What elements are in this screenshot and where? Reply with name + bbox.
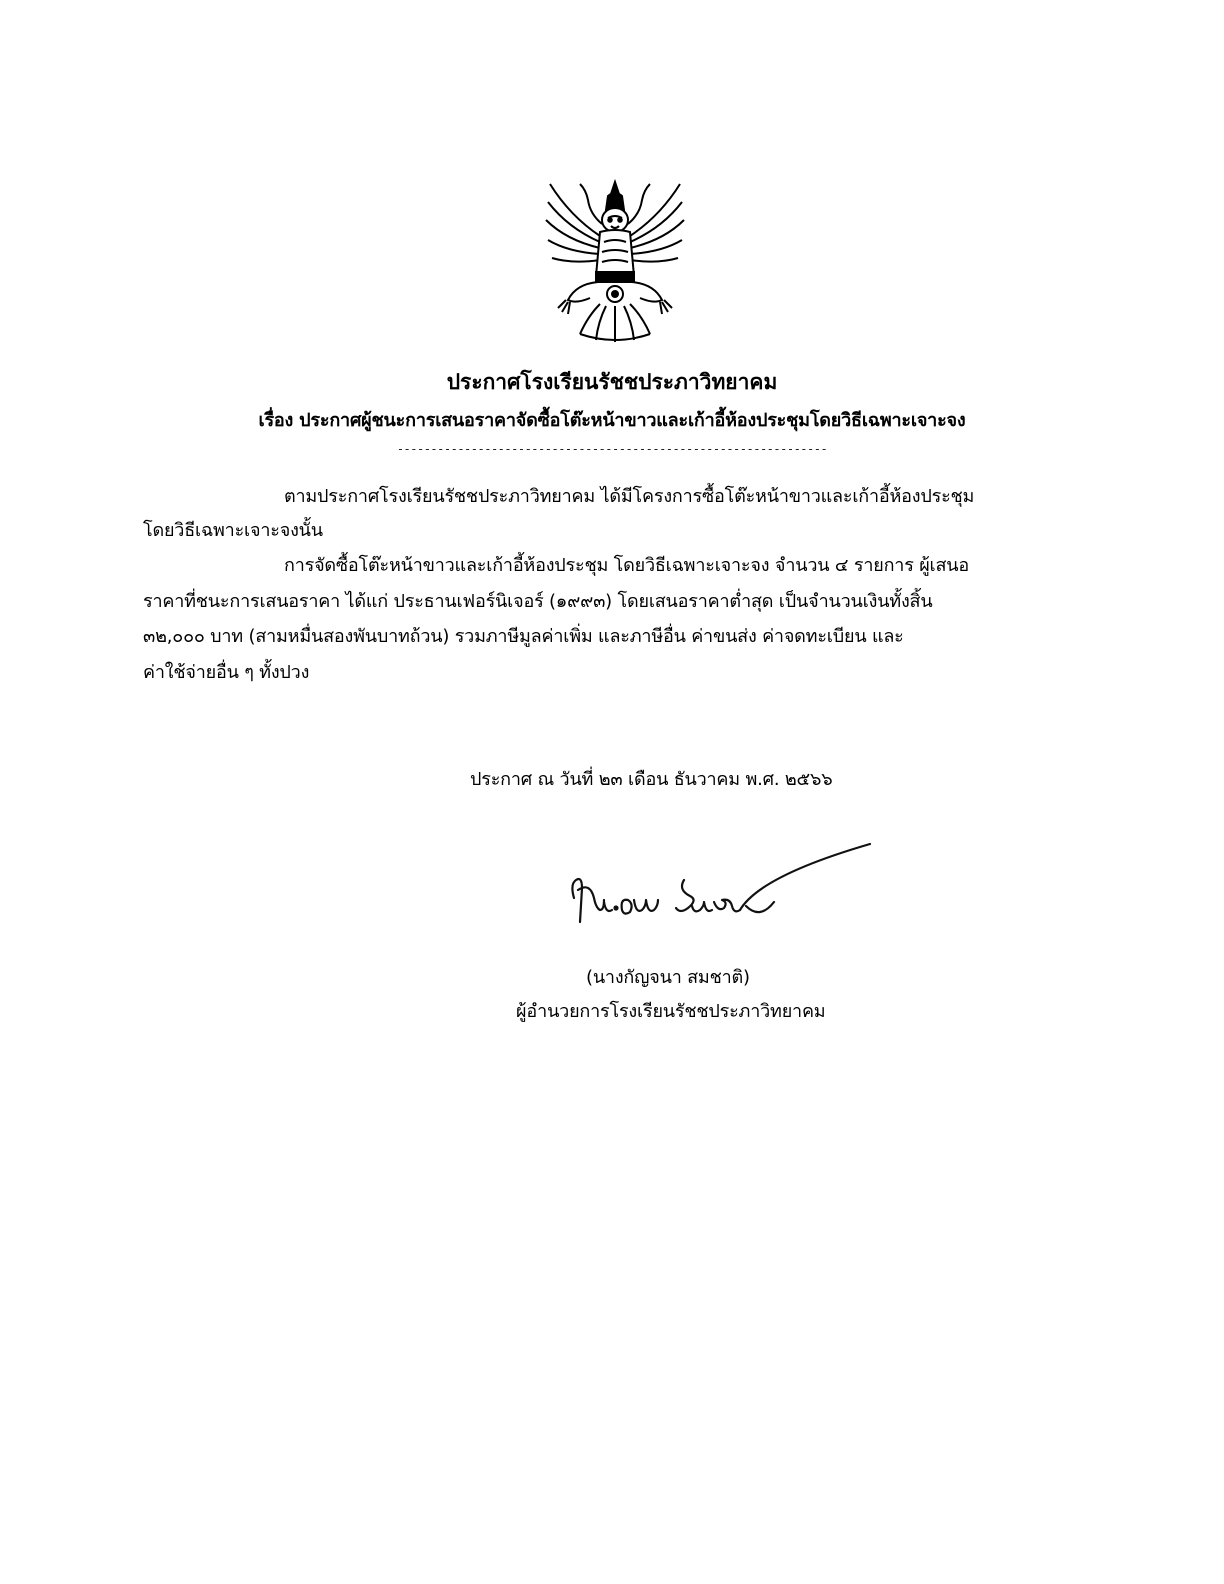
paragraph-2-line-3: ๓๒,๐๐๐ บาท (สามหมื่นสองพันบาทถ้วน) รวมภาษีมูลค่าเพิ่ม และภาษีอื่น ค่าขนส่ง ค่าจดทะเบียน และ — [143, 626, 904, 647]
garuda-emblem-icon — [540, 176, 690, 346]
paragraph-2-line-4: ค่าใช้จ่ายอื่น ๆ ทั้งปวง — [143, 662, 310, 683]
paragraph-2-line-1: การจัดซื้อโต๊ะหน้าขาวและเก้าอี้ห้องประชุม โดยวิธีเฉพาะเจาะจง จำนวน ๔ รายการ ผู้เสนอ — [284, 555, 969, 576]
separator-rule: ---------------------------------------------------------------- — [396, 442, 828, 456]
paragraph-1-line-1: ตามประกาศโรงเรียนรัชชประภาวิทยาคม ได้มีโครงการซื้อโต๊ะหน้าขาวและเก้าอี้ห้องประชุม — [284, 486, 975, 507]
announcement-date: ประกาศ ณ วันที่ ๒๓ เดือน ธันวาคม พ.ศ. ๒๕๖๖ — [470, 769, 833, 790]
announcement-title: ประกาศโรงเรียนรัชชประภาวิทยาคม — [446, 370, 778, 394]
signatory-name: (นางกัญจนา สมชาติ) — [586, 967, 750, 988]
handwritten-signature — [560, 836, 880, 936]
paragraph-1-line-2: โดยวิธีเฉพาะเจาะจงนั้น — [143, 520, 323, 541]
paragraph-2-line-2: ราคาที่ชนะการเสนอราคา ได้แก่ ประธานเฟอร์นิเจอร์ (๑๙๙๓) โดยเสนอราคาต่ำสุด เป็นจำนวนเงินทั้งสิ้น — [143, 591, 933, 612]
announcement-subject: เรื่อง ประกาศผู้ชนะการเสนอราคาจัดซื้อโต๊ะหน้าขาวและเก้าอี้ห้องประชุมโดยวิธีเฉพาะเจาะจง — [258, 410, 966, 431]
signatory-position: ผู้อำนวยการโรงเรียนรัชชประภาวิทยาคม — [516, 1001, 826, 1022]
